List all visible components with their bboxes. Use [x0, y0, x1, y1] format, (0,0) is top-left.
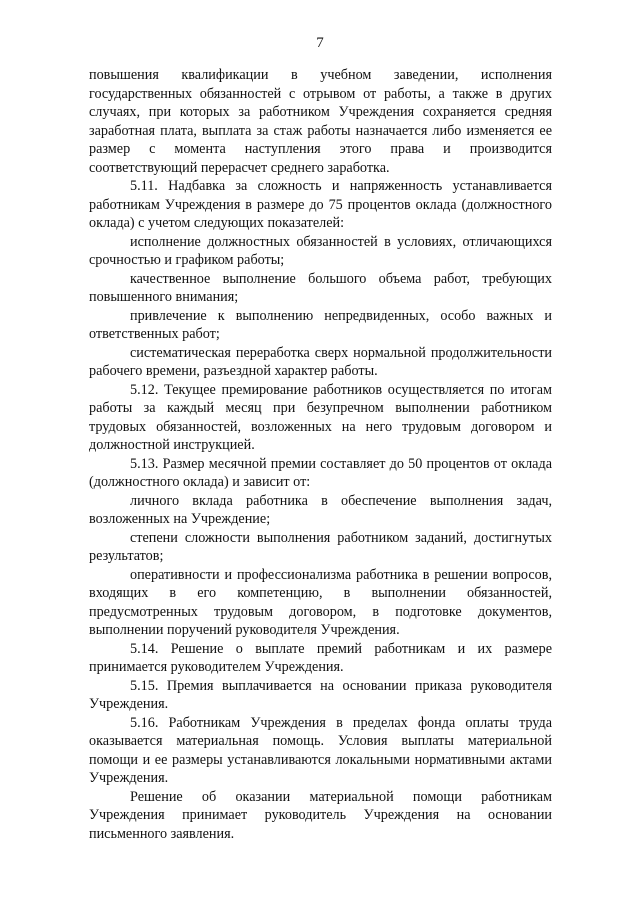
- paragraph: привлечение к выполнению непредвиденных, особо важных и ответственных работ;: [89, 307, 552, 342]
- paragraph: 5.13. Размер месячной премии составляет до 50 процентов от оклада (должностного оклада) и зависит от:: [89, 455, 552, 490]
- paragraph: Решение об оказании материальной помощи работникам Учреждения принимает руководитель Учреждения на основании письменного заявления.: [89, 788, 552, 842]
- paragraph: оперативности и профессионализма работника в решении вопросов, входящих в его компетенцию, в выполнении обязанностей, предусмотренных трудовым договором, в подготовке документов, выполнении поручений руководителя Учреждения.: [89, 566, 552, 638]
- paragraph: качественное выполнение большого объема работ, требующих повышенного внимания;: [89, 270, 552, 305]
- paragraph: 5.11. Надбавка за сложность и напряженность устанавливается работникам Учреждения в размере до 75 процентов оклада (должностного оклада) с учетом следующих показателей:: [89, 178, 552, 231]
- paragraph: 5.15. Премия выплачивается на основании приказа руководителя Учреждения.: [89, 677, 552, 712]
- paragraph: личного вклада работника в обеспечение выполнения задач, возложенных на Учреждение;: [89, 492, 552, 527]
- paragraph: систематическая переработка сверх нормальной продолжительности рабочего времени, разъездной характер работы.: [89, 344, 552, 379]
- document-body: [89, 66, 552, 843]
- paragraph: повышения квалификации в учебном заведении, исполнения государственных обязанностей с отрывом от работы, а также в других случаях, при которых за работником Учреждения сохраняется средняя заработная плата, выплата за стаж работы назначается либо изменяется ее размер с момента наступления этого права и производится соответствующий перерасчет среднего заработка.: [89, 67, 552, 176]
- page-number: 7: [316, 35, 324, 51]
- paragraph: 5.14. Решение о выплате премий работникам и их размере принимается руководителем Учреждения.: [89, 640, 552, 675]
- paragraph: 5.12. Текущее премирование работников осуществляется по итогам работы за каждый месяц при безупречном выполнении работником трудовых обязанностей, возложенных на него трудовым договором и должностной инструкцией.: [89, 381, 552, 453]
- paragraph: 5.16. Работникам Учреждения в пределах фонда оплаты труда оказывается материальная помощь. Условия выплаты материальной помощи и ее размеры устанавливаются локальными нормативными актами Учреждения.: [89, 714, 552, 786]
- paragraph: исполнение должностных обязанностей в условиях, отличающихся срочностью и графиком работы;: [89, 233, 552, 268]
- paragraph: степени сложности выполнения работником заданий, достигнутых результатов;: [89, 529, 552, 564]
